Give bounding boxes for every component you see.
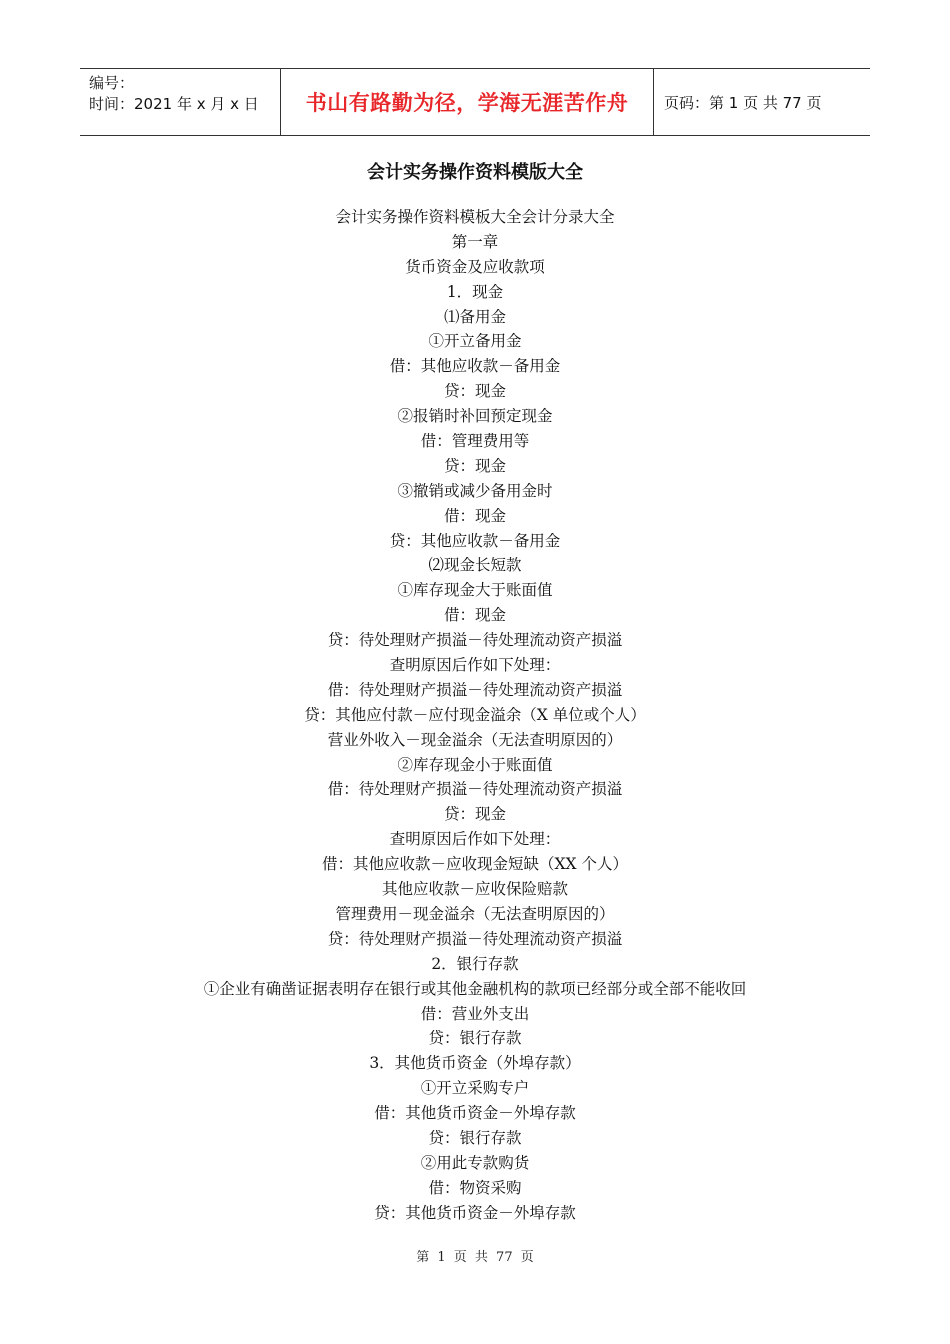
body-line: 贷：现金 <box>443 456 506 475</box>
body-line: 贷：银行存款 <box>428 1128 522 1147</box>
body-line: 借：营业外支出 <box>420 1004 530 1023</box>
body-line: ①开立采购专户 <box>420 1079 530 1098</box>
body-line: 贷：其他应收款－备用金 <box>389 531 561 550</box>
body-line: 借：其他应收款－应收现金短缺（XX 个人） <box>322 855 628 874</box>
page-header <box>80 68 870 136</box>
body-line: ②报销时补回预定现金 <box>397 407 553 426</box>
header-page-info: 页码：第 1 页 共 77 页 <box>664 93 822 112</box>
body-line: 贷：待处理财产损溢－待处理流动资产损溢 <box>327 929 623 948</box>
header-number-label: 编号： <box>89 74 135 92</box>
body-line: ⑴备用金 <box>443 307 506 326</box>
body-line: 贷：其他货币资金－外埠存款 <box>374 1203 576 1222</box>
body-line: 查明原因后作如下处理： <box>389 830 561 849</box>
document-body <box>0 205 950 1226</box>
body-line: 贷：现金 <box>443 805 506 824</box>
body-line: 管理费用－现金溢余（无法查明原因的） <box>335 904 615 923</box>
body-line: 贷：其他应付款－应付现金溢余（X 单位或个人） <box>304 705 646 724</box>
body-line: 借：待处理财产损溢－待处理流动资产损溢 <box>327 680 623 699</box>
body-line: 借：待处理财产损溢－待处理流动资产损溢 <box>327 780 623 799</box>
body-line: 其他应收款－应收保险赔款 <box>381 880 568 899</box>
header-meta <box>80 69 281 135</box>
body-line: 借：现金 <box>443 506 506 525</box>
body-line: ②库存现金小于账面值 <box>397 755 553 774</box>
header-motto: 书山有路勤为径，学海无涯苦作舟 <box>281 69 654 135</box>
page-footer: 第 1 页 共 77 页 <box>416 1250 534 1265</box>
body-line: 货币资金及应收款项 <box>405 257 545 276</box>
body-line: ②用此专款购货 <box>420 1153 530 1172</box>
body-line: 营业外收入－现金溢余（无法查明原因的） <box>327 730 623 749</box>
body-line: ③撤销或减少备用金时 <box>397 481 553 500</box>
body-line: 贷：待处理财产损溢－待处理流动资产损溢 <box>327 631 623 650</box>
body-line: 借：其他应收款－备用金 <box>389 357 561 376</box>
body-line: 借：管理费用等 <box>420 432 530 451</box>
body-line: ①库存现金大于账面值 <box>397 581 553 600</box>
body-line: 3．其他货币资金（外埠存款） <box>369 1054 581 1073</box>
body-line: 会计实务操作资料模板大全会计分录大全 <box>335 208 615 226</box>
body-line: ①企业有确凿证据表明存在银行或其他金融机构的款项已经部分或全部不能收回 <box>203 979 747 998</box>
body-line: 查明原因后作如下处理： <box>389 656 561 675</box>
body-line: 2．银行存款 <box>431 954 519 973</box>
body-line: 第一章 <box>451 232 499 251</box>
body-line: 借：其他货币资金－外埠存款 <box>374 1104 576 1123</box>
body-line: ①开立备用金 <box>428 332 522 351</box>
body-line: 1．现金 <box>446 282 504 301</box>
body-line: 借：物资采购 <box>428 1178 522 1197</box>
body-line: 贷：银行存款 <box>428 1029 522 1048</box>
header-date-label: 时间：2021 年 x 月 x 日 <box>89 95 259 113</box>
body-line: ⑵现金长短款 <box>428 556 522 575</box>
body-line: 借：现金 <box>443 606 506 625</box>
body-line: 贷：现金 <box>443 382 506 401</box>
document-title: 会计实务操作资料模版大全 <box>367 162 583 183</box>
